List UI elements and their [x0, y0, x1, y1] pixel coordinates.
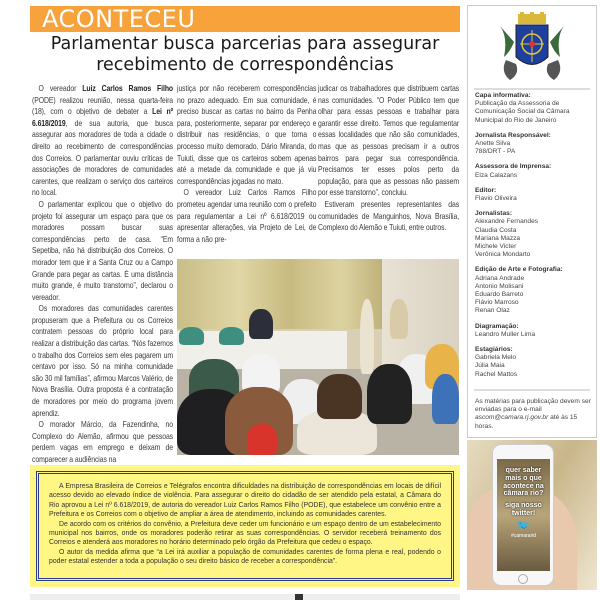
- info-box: [30, 465, 460, 587]
- article-column-1: [32, 83, 173, 466]
- article-paragraph: O parlamentar explicou que o objetivo do projeto foi assegurar um espaço para que os moradores possam buscar suas correspondências perto de casa. “Em Sepetiba, não há distribuição dos Correios. O morador tem que ir a Santa Cruz ou a Campo Grande para pegar as cartas. É uma distância muito grande, é muito transtorno”, declarou o vereador.: [32, 198, 174, 302]
- section-title: ACONTECEU: [42, 5, 196, 33]
- info-paragraph: O autor da medida afirma que “a Lei irá auxiliar a população de comunidades carentes de forma plena e real, podendo o poder estatal estender a toda a população o seu direito básico de receber a correspondência”.: [49, 548, 441, 566]
- article-column-3: [318, 83, 459, 234]
- article-paragraph: judicar os trabalhadores que distribuem cartas nas comunidades. “O Poder Público tem que olhar para essas pessoas e trabalhar para garantir esse direito. Temos que regulamentar essas localidades que não são comunidades, mas que as pessoas precisam ir a outros bairros para pegar sua correspondência. Precisamos ter esses polos perto da população, para que as pessoas não passem por esse transtorno”, concluiu.: [318, 83, 460, 198]
- phone-screen: [497, 459, 550, 571]
- meeting-photo: [177, 259, 459, 455]
- person: [317, 374, 362, 419]
- ad-question: quer saber mais o que acontece na câmara rio?: [503, 467, 544, 498]
- article-paragraph: justiça por não receberem correspondências no prazo adequado. Em sua comunidade, é preciso buscar as cartas no bairro da Penha para, posteriormente, separar por endereço e distribuir nas residências, o que torna o processo muito demorado. Dário Miranda, do Tuiuti, disse que os carteiros sobem apenas até a metade da comunidade e que já viu correspondências jogadas no mato.: [177, 83, 317, 186]
- headline: [30, 34, 460, 76]
- article-paragraph: O vereador Luiz Carlos Ramos Filho (PODE) realizou reunião, nessa quarta-feira (18), com o objetivo de debater a Lei nº 6.618/2019, de sua autoria, que busca assegurar aos moradores de toda a cidade o direito ao recebimento de correspondências dos Correios. O parlamentar ouviu críticas de associações de moradores de comunidades carentes, que realizam o serviço dos carteiros no local.: [32, 83, 174, 198]
- home-button-icon: [518, 574, 528, 584]
- info-paragraph: A Empresa Brasileira de Correios e Telégrafos encontra dificuldades na distribuição de correspondências em locais de difícil acesso devido ao elevado índice de violência. Para assegurar o direito do cidadão de ser atendido pela estatal, a Câmara do Rio aprovou a Lei nº 6.618/2019, de autoria do vereador Luiz Carlos Ramos Filho (PODE), que estabelece um convênio entre a Prefeitura e os Correios com o objetivo de ampliar a área de atendimento, incluindo as comunidades carentes.: [49, 483, 441, 519]
- article-paragraph: O morador Márcio, da Fazendinha, no Complexo do Alemão, afirmou que pessoas perdem vagas em emprego e deixam de comparecer a audiências na: [32, 419, 174, 464]
- divider: [474, 88, 590, 90]
- info-box-content: [36, 471, 454, 581]
- person: [249, 309, 273, 339]
- city-coat-of-arms-logo: [480, 12, 584, 86]
- ad-cta: siga nosso twitter!: [505, 502, 542, 517]
- headline-line-2: recebimento de correspondências: [96, 55, 394, 75]
- staff-group: Estagiários: Gabriela Melo Júlia Maia Rachel Mattos: [475, 346, 518, 378]
- divider: [474, 389, 590, 391]
- staff-group: Edição de Arte e Fotografia: Adriana Andrade Antonio Molisani Eduardo Barreto Flávio Marroso Renan Olaz: [475, 266, 563, 315]
- phone: [492, 444, 554, 586]
- article-paragraph: Os moradores das comunidades carentes propuseram que a Prefeitura ou os Correios contratem pessoas do próprio local para realizar a distribuição das cartas. “Nós fazemos o trabalho dos Correios sem eles pagarem um centavo por isso. Só na minha comunidade são 30 mil famílias”, afirmou Marcos Valério, de Nova Brasília. Outra proposta é a contratação de moradores por meio do programa jovem aprendiz.: [32, 303, 174, 418]
- submission-note: As matérias para publicação devem ser enviadas para o e-mail ascom@camara.rj.gov.br até às 15 horas.: [475, 398, 591, 430]
- chair: [367, 364, 412, 424]
- person: [390, 299, 408, 339]
- twitter-bird-icon: 🐦: [516, 519, 531, 532]
- masthead-sidebar: [467, 5, 597, 438]
- email-link[interactable]: ascom@camara.rj.gov.br: [475, 414, 549, 422]
- staff-group: Jornalistas: Alexandre Fernandes Claudia Costa Mariana Mazza Michele Victer Verônica Mondarto: [475, 210, 539, 259]
- page-footer: [30, 594, 460, 600]
- staff-group: Diagramação: Leandro Muller Lima: [475, 322, 536, 338]
- mural-wall: [177, 259, 382, 329]
- staff-group: Jornalista Responsável: Anette Silva 788/DRT - PA: [475, 131, 551, 156]
- person: [432, 374, 459, 424]
- headline-line-1: Parlamentar busca parcerias para assegurar: [50, 34, 440, 54]
- person: [247, 424, 277, 455]
- chair: [219, 327, 244, 345]
- staff-list: [475, 92, 593, 386]
- person: [360, 299, 374, 374]
- info-paragraph: De acordo com os critérios do convênio, a Prefeitura deve ceder um funcionário e um espaço dentro de um estabelecimento municipal nos bairros, onde os moradores poderão retirar as suas correspondências. O servidor receberá treinamento dos Correios e atenderá aos moradores no horário determinado pelo órgão da Prefeitura que cedeu o espaço.: [49, 520, 441, 547]
- article-paragraph: Estiveram presentes representantes das comunidades de Manguinhos, Nova Brasília, Complexo do Alemão e Tuiuti, entre outros.: [318, 198, 460, 233]
- article-paragraph: O vereador Luiz Carlos Ramos Filho prometeu agendar uma reunião com o prefeito para regulamentar a Lei nº 6.618/2019 ou apresentar alterações, via Projeto de Lei, de forma a não pre-: [177, 187, 317, 244]
- page-marker: [295, 594, 303, 600]
- ad-hashtag: #camararid: [510, 532, 536, 539]
- twitter-ad[interactable]: [467, 440, 597, 590]
- staff-group: Assessora de Imprensa: Elza Calazans: [475, 163, 552, 179]
- section-banner: [30, 6, 460, 32]
- chair: [179, 327, 204, 345]
- article-column-2: [177, 83, 316, 245]
- staff-group: Capa informativa: Publicação da Assessoria de Comunicação Social da Câmara Municipal do Rio de Janeiro: [475, 92, 570, 124]
- staff-group: Editor: Flavio Oliveira: [475, 186, 517, 203]
